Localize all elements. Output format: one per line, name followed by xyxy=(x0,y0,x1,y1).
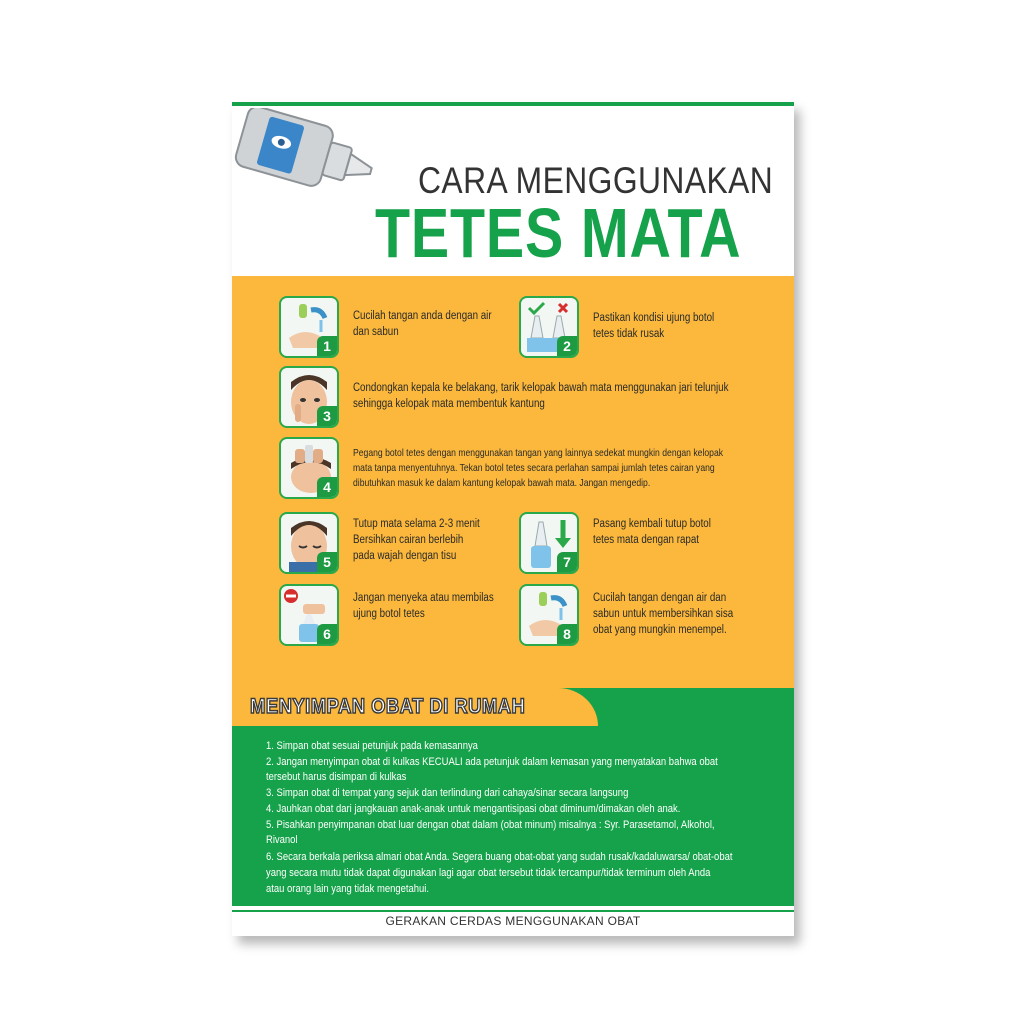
step-line: Pastikan kondisi ujung botol xyxy=(593,312,715,324)
step-number: 7 xyxy=(557,552,577,572)
step-number: 6 xyxy=(317,624,337,644)
step-1-text xyxy=(353,308,492,340)
step-line: tetes tidak rusak xyxy=(593,328,665,340)
step-line: tetes mata dengan rapat xyxy=(593,534,699,546)
hand-washing-icon xyxy=(519,584,579,646)
storage-line: 3. Simpan obat di tempat yang sejuk dan terlindung dari cahaya/sinar secara langsung xyxy=(266,787,629,799)
storage-title: MENYIMPAN OBAT DI RUMAH xyxy=(250,695,526,718)
step-line: ujung botol tetes xyxy=(353,608,425,620)
closed-eyes-icon xyxy=(279,512,339,574)
storage-line: 4. Jauhkan obat dari jangkauan anak-anak untuk mengantisipasi obat diminum/dimakan oleh anak. xyxy=(266,803,681,815)
step-line: obat yang mungkin menempel. xyxy=(593,624,727,636)
storage-line: atau orang lain yang tidak mengetahui. xyxy=(266,883,430,895)
apply-drops-icon xyxy=(279,437,339,499)
storage-panel xyxy=(232,688,794,906)
step-line: Pegang botol tetes dengan menggunakan tangan yang lainnya sedekat mungkin dengan kelopak xyxy=(353,447,724,459)
step-number: 2 xyxy=(557,336,577,356)
storage-line: 5. Pisahkan penyimpanan obat luar dengan obat dalam (obat minum) misalnya : Syr. Parasetamol, Alkohol, xyxy=(266,819,715,831)
step-8-text xyxy=(593,590,733,638)
footer-slogan: GERAKAN CERDAS MENGGUNAKAN OBAT xyxy=(385,914,641,928)
pull-eyelid-icon xyxy=(279,366,339,428)
step-4-text xyxy=(353,446,723,491)
steps-panel xyxy=(232,276,794,688)
footer-rule xyxy=(232,910,794,912)
step-line: sabun untuk membersihkan sisa xyxy=(593,608,734,620)
storage-title-band xyxy=(232,688,598,726)
storage-line: yang secara mutu tidak dapat digunakan lagi agar obat tersebut tidak tercampur/tidak terminum oleh Anda xyxy=(266,867,711,879)
step-line: Jangan menyeka atau membilas xyxy=(353,592,494,604)
storage-line: 2. Jangan menyimpan obat di kulkas KECUALI ada petunjuk dalam kemasan yang menyatakan bahwa obat xyxy=(266,756,718,768)
step-5-text xyxy=(353,516,480,564)
page-title-main: TETES MATA xyxy=(375,194,742,272)
step-2-text xyxy=(593,310,714,342)
step-line: Condongkan kepala ke belakang, tarik kelopak bawah mata menggunakan jari telunjuk xyxy=(353,382,729,394)
eye-drop-bottle-icon xyxy=(232,108,382,208)
bottle-tip-check-icon xyxy=(519,296,579,358)
storage-line: 6. Secara berkala periksa almari obat Anda. Segera buang obat-obat yang sudah rusak/kadaluwarsa/ obat-obat xyxy=(266,851,733,863)
step-line: dan sabun xyxy=(353,326,399,338)
step-number: 4 xyxy=(317,477,337,497)
step-line: sehingga kelopak mata membentuk kantung xyxy=(353,398,545,410)
step-6-text xyxy=(353,590,494,622)
step-line: pada wajah dengan tisu xyxy=(353,550,457,562)
step-line: Tutup mata selama 2-3 menit xyxy=(353,518,480,530)
step-number: 5 xyxy=(317,552,337,572)
step-line: dibutuhkan masuk ke dalam kantung kelopak bawah mata. Jangan mengedip. xyxy=(353,477,651,489)
recap-bottle-icon xyxy=(519,512,579,574)
step-line: mata tanpa menyentuhnya. Tekan botol tetes secara perlahan sampai jumlah tetes cairan yang xyxy=(353,462,715,474)
hand-washing-icon xyxy=(279,296,339,358)
no-wipe-icon xyxy=(279,584,339,646)
step-3-text xyxy=(353,380,729,412)
top-rule xyxy=(232,102,794,106)
step-number: 3 xyxy=(317,406,337,426)
storage-line: 1. Simpan obat sesuai petunjuk pada kemasannya xyxy=(266,740,478,752)
step-7-text xyxy=(593,516,711,548)
step-line: Pasang kembali tutup botol xyxy=(593,518,711,530)
storage-line: tersebut harus disimpan di kulkas xyxy=(266,771,407,783)
step-line: Cucilah tangan dengan air dan xyxy=(593,592,727,604)
storage-line: Rivanol xyxy=(266,834,298,846)
poster xyxy=(232,102,794,936)
step-number: 8 xyxy=(557,624,577,644)
page-title: CARA MENGGUNAKAN xyxy=(418,160,774,201)
step-line: Cucilah tangan anda dengan air xyxy=(353,310,492,322)
step-line: Bersihkan cairan berlebih xyxy=(353,534,464,546)
step-number: 1 xyxy=(317,336,337,356)
